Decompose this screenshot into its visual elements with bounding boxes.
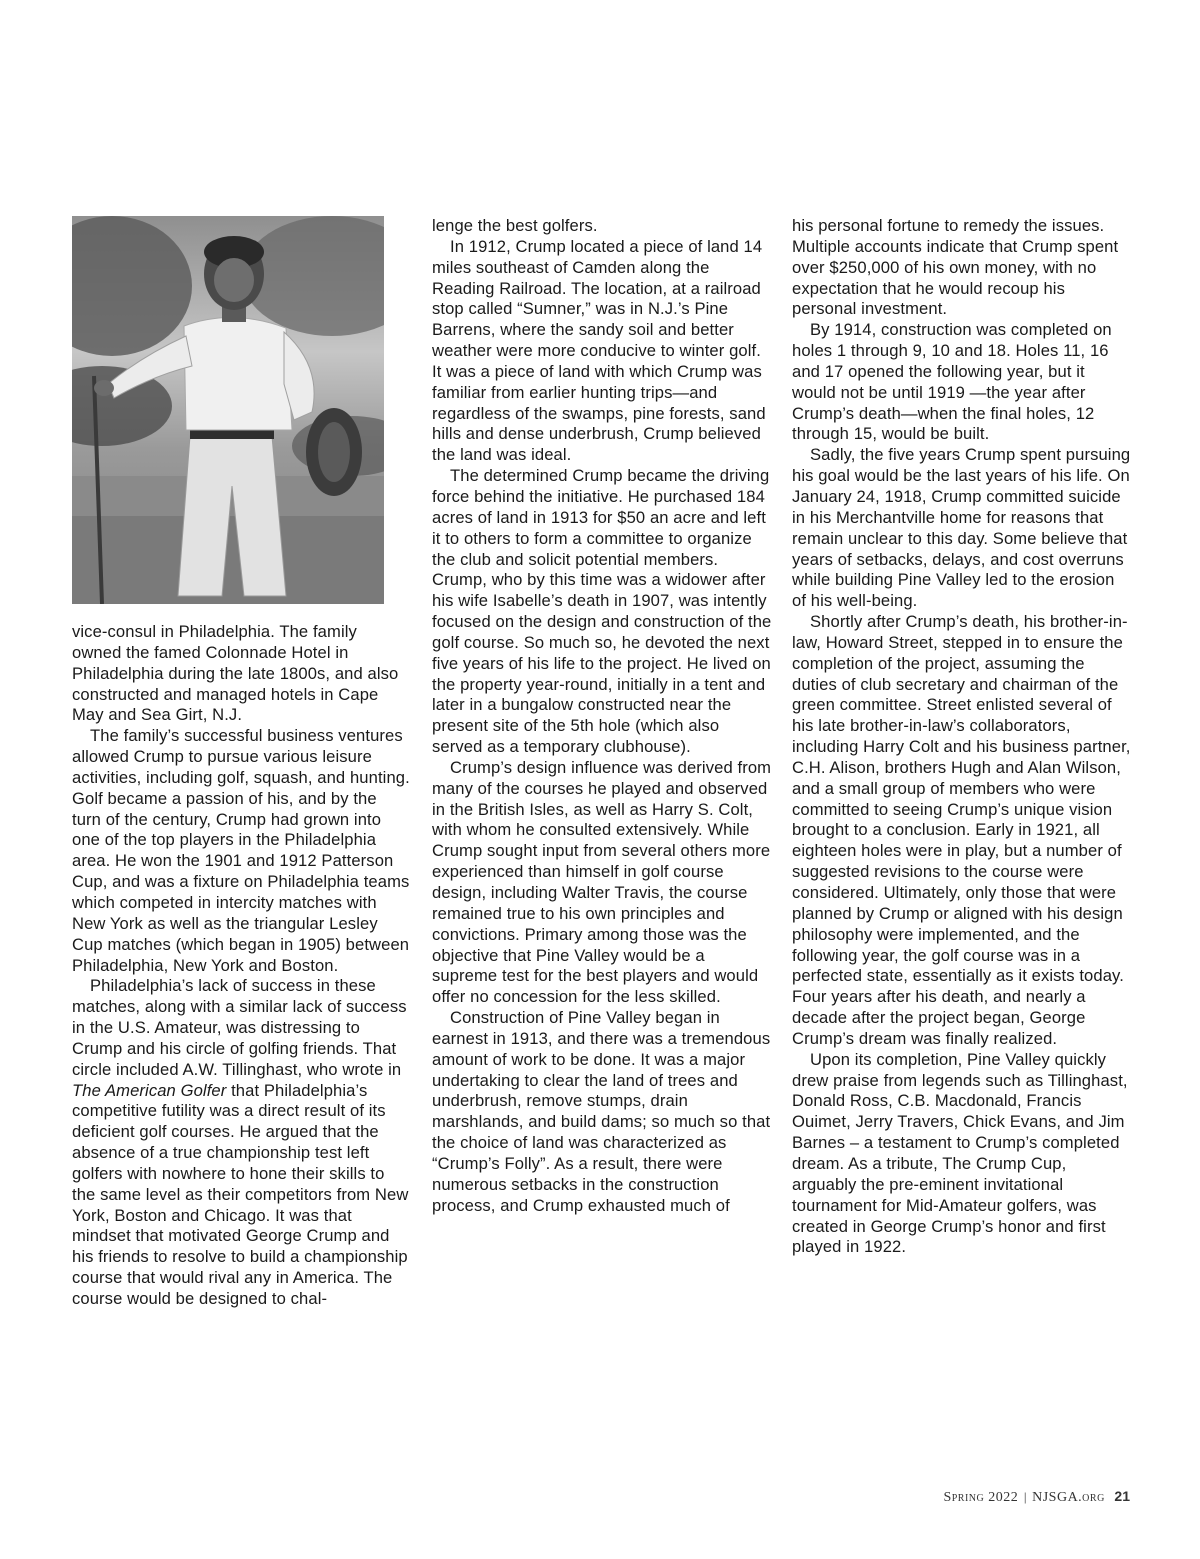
paragraph-text: that Philadelphia’s competitive futility was a direct result of its deficient golf courses. He argued that the absence of a true championship test left golfers with nowhere to hone their skills to the same level as their competitors from New York, Boston and Chicago. It was that mindset that motivated George Crump and his friends to resolve to build a championship course that would rival any in America. The course would be designed to chal- <box>72 1080 409 1308</box>
paragraph <box>72 976 410 1310</box>
paragraph: Shortly after Crump’s death, his brother-in-law, Howard Street, stepped in to ensure the completion of the project, assuming the duties of club secretary and chairman of the green committee. Street enlisted several of his late brother-in-law’s collaborators, including Harry Colt and his business partner, C.H. Alison, brothers Hugh and Alan Wilson, and a small group of members who were committed to seeing Crump’s unique vision brought to a conclusion. Early in 1921, all eighteen holes were in play, but a number of suggested revisions to the course were considered. Ultimately, only those that were planned by Crump or aligned with his design philosophy were implemented, and the following year, the golf course was in a perfected state, essentially as it exists today. Four years after his death, and nearly a decade after the project began, George Crump’s dream was finally realized. <box>792 612 1131 1048</box>
article-column-2 <box>432 216 772 1217</box>
paragraph: Crump’s design influence was derived from many of the courses he played and observed in the British Isles, as well as Harry S. Colt, with whom he consulted extensively. While Crump sought input from several others more experienced than himself in golf course design, including Walter Travis, the course remained true to his own principles and convictions. Primary among those was the objective that Pine Valley would be a supreme test for the best players and would offer no concession for the less skilled. <box>432 757 772 1007</box>
paragraph: Upon its completion, Pine Valley quickly drew praise from legends such as Tillinghast, Donald Ross, C.B. Macdonald, Francis Ouimet, Jerry Travers, Chick Evans, and Jim Barnes – a testament to Crump’s completed dream. As a tribute, The Crump Cup, arguably the pre-eminent invitational tournament for Mid-Amateur golfers, was created in George Crump’s honor and first played in 1922. <box>792 1049 1128 1257</box>
paragraph: lenge the best golfers. <box>432 216 598 235</box>
issue-season: Spring 2022 <box>943 1490 1019 1505</box>
article-column-1 <box>72 216 410 1310</box>
site-name: NJSGA.org <box>1032 1490 1105 1505</box>
page-footer <box>943 1488 1130 1506</box>
portrait-illustration <box>72 216 384 604</box>
paragraph: Construction of Pine Valley began in earnest in 1913, and there was a tremendous amount of work to be done. It was a major undertaking to clear the land of trees and underbrush, remove stumps, drain marshlands, and build dams; so much so that the choice of land was characterized as “Crump’s Folly”. As a result, there were numerous setbacks in the construction process, and Crump exhausted much of <box>432 1008 771 1215</box>
paragraph: In 1912, Crump located a piece of land 14 miles southeast of Camden along the Reading Railroad. The location, at a railroad stop called “Sumner,” was in N.J.’s Pine Barrens, where the sandy soil and better weather were more conducive to winter golf. It was a piece of land with which Crump was familiar from earlier hunting trips—and regardless of the swamps, pine forests, sand hills and dense underbrush, Crump believed the land was ideal. <box>432 236 766 465</box>
portrait-photo <box>72 216 384 604</box>
paragraph-text: Philadelphia’s lack of success in these matches, along with a similar lack of success in the U.S. Amateur, was distressing to Crump and his circle of golfing friends. That circle included A.W. Tillinghast, who wrote in <box>72 976 407 1079</box>
footer-separator: | <box>1023 1489 1027 1504</box>
paragraph: The family’s successful business ventures allowed Crump to pursue various leisure activities, including golf, squash, and hunting. Golf became a passion of his, and by the turn of the century, Crump had grown into one of the top players in the Philadelphia area. He won the 1901 and 1912 Patterson Cup, and was a fixture on Philadelphia teams which competed in intercity matches with New York as well as the triangular Lesley Cup matches (which began in 1905) between Philadelphia, New York and Boston. <box>72 726 410 975</box>
article-column-3 <box>792 216 1132 1258</box>
paragraph: vice-consul in Philadelphia. The family owned the famed Colonnade Hotel in Philadelphia during the late 1800s, and also constructed and managed hotels in Cape May and Sea Girt, N.J. <box>72 622 399 725</box>
page-number: 21 <box>1114 1488 1130 1504</box>
publication-title: The American Golfer <box>72 1080 227 1100</box>
paragraph: his personal fortune to remedy the issues. Multiple accounts indicate that Crump spent over $250,000 of his own money, with no expectation that he would recoup his personal investment. <box>792 216 1119 319</box>
paragraph: By 1914, construction was completed on holes 1 through 9, 10 and 18. Holes 11, 16 and 17 opened the following year, but it would not be until 1919 —the year after Crump’s death—when the final holes, 12 through 15, would be built. <box>792 320 1112 444</box>
paragraph: The determined Crump became the driving force behind the initiative. He purchased 184 acres of land in 1913 for $50 an acre and left it to others to form a committee to organize the club and solicit potential members. Crump, who by this time was a widower after his wife Isabelle’s death in 1907, was intently focused on the design and construction of the golf course. So much so, he devoted the next five years of his life to the project. He lived on the property year-round, initially in a tent and later in a bungalow constructed near the present site of the 5th hole (which also served as a temporary clubhouse). <box>432 466 772 757</box>
paragraph: Sadly, the five years Crump spent pursuing his goal would be the last years of his life. On January 24, 1918, Crump committed suicide in his Merchantville home for reasons that remain unclear to this day. Some believe that years of setbacks, delays, and cost overruns while building Pine Valley led to the erosion of his well-being. <box>792 445 1131 611</box>
